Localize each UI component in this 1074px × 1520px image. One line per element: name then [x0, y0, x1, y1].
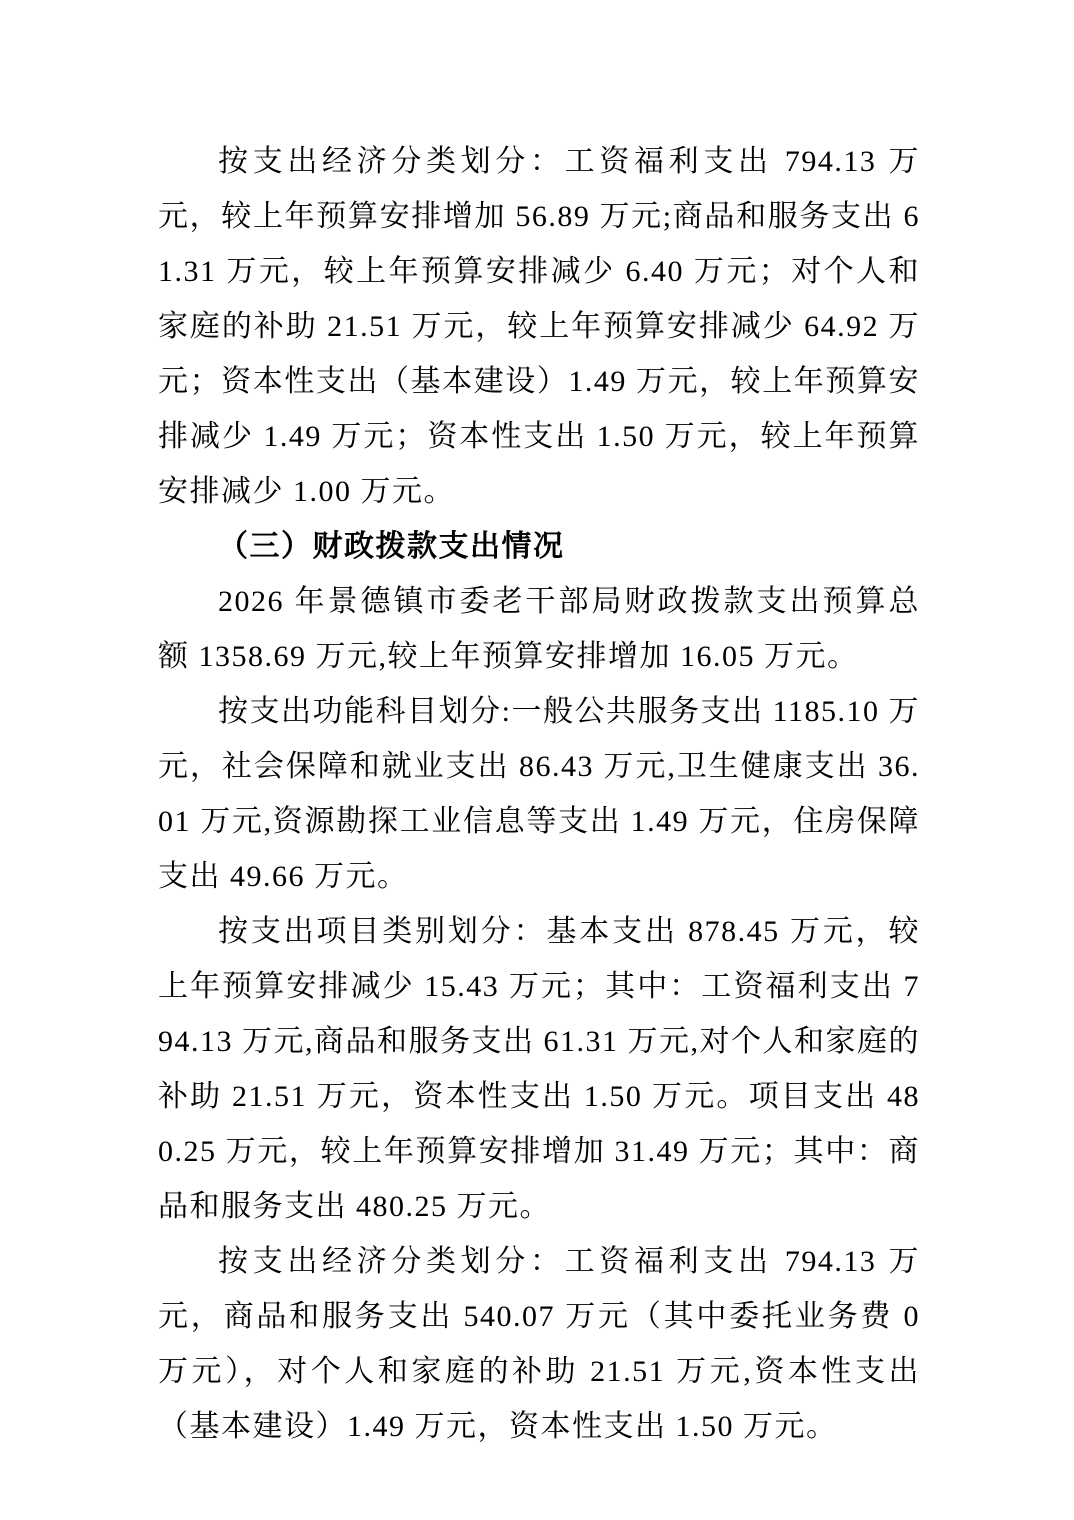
paragraph: 按支出经济分类划分：工资福利支出 794.13 万元，较上年预算安排增加 56.89 万元;商品和服务支出 61.31 万元，较上年预算安排减少 6.40 万元；对个人和家庭的补助 21.51 万元，较上年预算安排减少 64.92 万元；资本性支出（基本建设）1.49 万元，较上年预算安排减少 1.49 万元；资本性支出 1.50 万元，较上年预算安排减少 1.00 万元。: [158, 145, 920, 508]
paragraph: 按支出项目类别划分：基本支出 878.45 万元，较上年预算安排减少 15.43 万元；其中：工资福利支出 794.13 万元,商品和服务支出 61.31 万元,对个人和家庭的补助 21.51 万元，资本性支出 1.50 万元。项目支出 480.25 万元，较上年预算安排增加 31.49 万元；其中：商品和服务支出 480.25 万元。: [158, 915, 920, 1223]
section-heading: （三）财政拨款支出情况: [218, 530, 565, 563]
paragraph: 按支出功能科目划分:一般公共服务支出 1185.10 万元，社会保障和就业支出 86.43 万元,卫生健康支出 36.01 万元,资源勘探工业信息等支出 1.49 万元，住房保障支出 49.66 万元。: [158, 695, 920, 893]
paragraph: 2026 年景德镇市委老干部局财政拨款支出预算总额 1358.69 万元,较上年预算安排增加 16.05 万元。: [158, 585, 920, 673]
document-body: [158, 134, 920, 1454]
paragraph: 按支出经济分类划分：工资福利支出 794.13 万元，商品和服务支出 540.07 万元（其中委托业务费 0 万元），对个人和家庭的补助 21.51 万元,资本性支出（基本建设）1.49 万元，资本性支出 1.50 万元。: [158, 1245, 920, 1443]
